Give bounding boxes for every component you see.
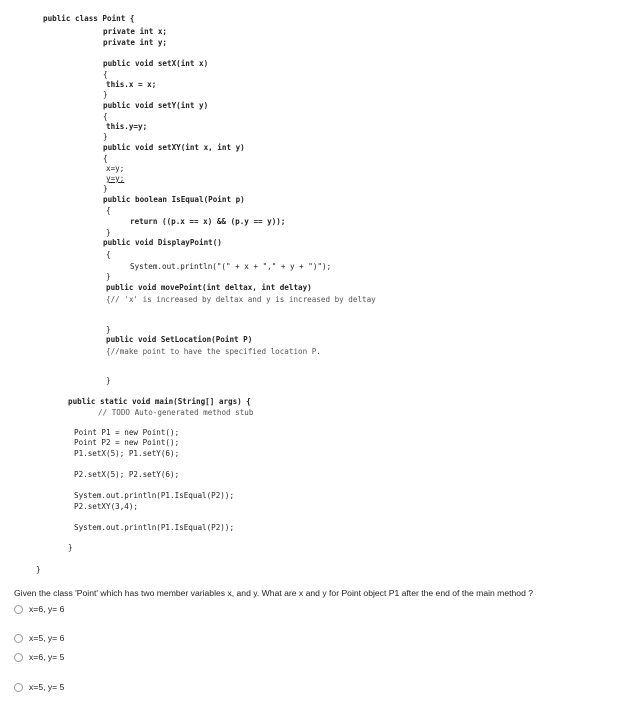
code-line: Point P2 = new Point(); <box>74 438 180 447</box>
code-line: } <box>106 272 111 281</box>
code-line: P2.setXY(3,4); <box>74 502 139 511</box>
option-label[interactable]: x=6, y= 6 <box>29 604 65 614</box>
code-line: public void setY(int y) <box>103 101 209 110</box>
code-line: { <box>103 70 108 79</box>
code-line: return ((p.x == x) && (p.y == y)); <box>130 217 286 226</box>
code-line: { <box>103 112 108 121</box>
code-line: } <box>103 184 108 193</box>
code-line: this.x = x; <box>106 80 157 89</box>
code-line: } <box>106 376 111 385</box>
code-line: } <box>36 565 41 574</box>
code-line: public void setX(int x) <box>103 59 209 68</box>
code-line: public void SetLocation(Point P) <box>106 335 253 344</box>
code-line: System.out.println(P1.IsEqual(P2)); <box>74 491 235 500</box>
code-line: {//make point to have the specified location P. <box>106 347 321 356</box>
code-line: public void setXY(int x, int y) <box>103 143 245 152</box>
radio-button[interactable] <box>14 634 23 643</box>
code-line: x=y; <box>106 164 125 173</box>
code-line: public void DisplayPoint() <box>103 238 222 247</box>
answer-option[interactable] <box>14 682 64 692</box>
code-line: public void movePoint(int deltax, int deltay) <box>106 283 312 292</box>
answer-option[interactable] <box>14 604 64 614</box>
option-label[interactable]: x=5, y= 6 <box>29 633 65 643</box>
code-line: { <box>106 206 111 215</box>
code-line: public static void main(String[] args) { <box>68 397 251 406</box>
code-line: P2.setX(5); P2.setY(6); <box>74 470 180 479</box>
code-line: public boolean IsEqual(Point p) <box>103 195 245 204</box>
code-line: this.y=y; <box>106 122 148 131</box>
code-line: P1.setX(5); P1.setY(6); <box>74 449 180 458</box>
code-line: } <box>103 90 108 99</box>
code-line: System.out.println(P1.IsEqual(P2)); <box>74 523 235 532</box>
code-line: System.out.println("(" + x + "," + y + ")"); <box>130 262 332 271</box>
code-line: y=y; <box>106 174 125 183</box>
code-line: public class Point { <box>43 14 135 23</box>
question-text: Given the class 'Point' which has two member variables x, and y. What are x and y for Point object P1 after the end of the main method ? <box>14 588 534 598</box>
code-line: { <box>103 154 108 163</box>
radio-button[interactable] <box>14 653 23 662</box>
code-line: } <box>106 325 111 334</box>
code-line: { <box>106 250 111 259</box>
option-label[interactable]: x=5, y= 5 <box>29 682 65 692</box>
code-line: // TODO Auto-generated method stub <box>98 408 254 417</box>
code-line: private int y; <box>103 38 168 47</box>
radio-button[interactable] <box>14 605 23 614</box>
answer-option[interactable] <box>14 633 64 643</box>
option-label[interactable]: x=6, y= 5 <box>29 652 65 662</box>
answer-option[interactable] <box>14 652 64 662</box>
radio-button[interactable] <box>14 683 23 692</box>
code-line: } <box>68 543 73 552</box>
code-line: Point P1 = new Point(); <box>74 428 180 437</box>
code-line: {// 'x' is increased by deltax and y is increased by deltay <box>106 295 376 304</box>
code-line: } <box>103 132 108 141</box>
code-line: private int x; <box>103 27 168 36</box>
code-line: } <box>106 228 111 237</box>
